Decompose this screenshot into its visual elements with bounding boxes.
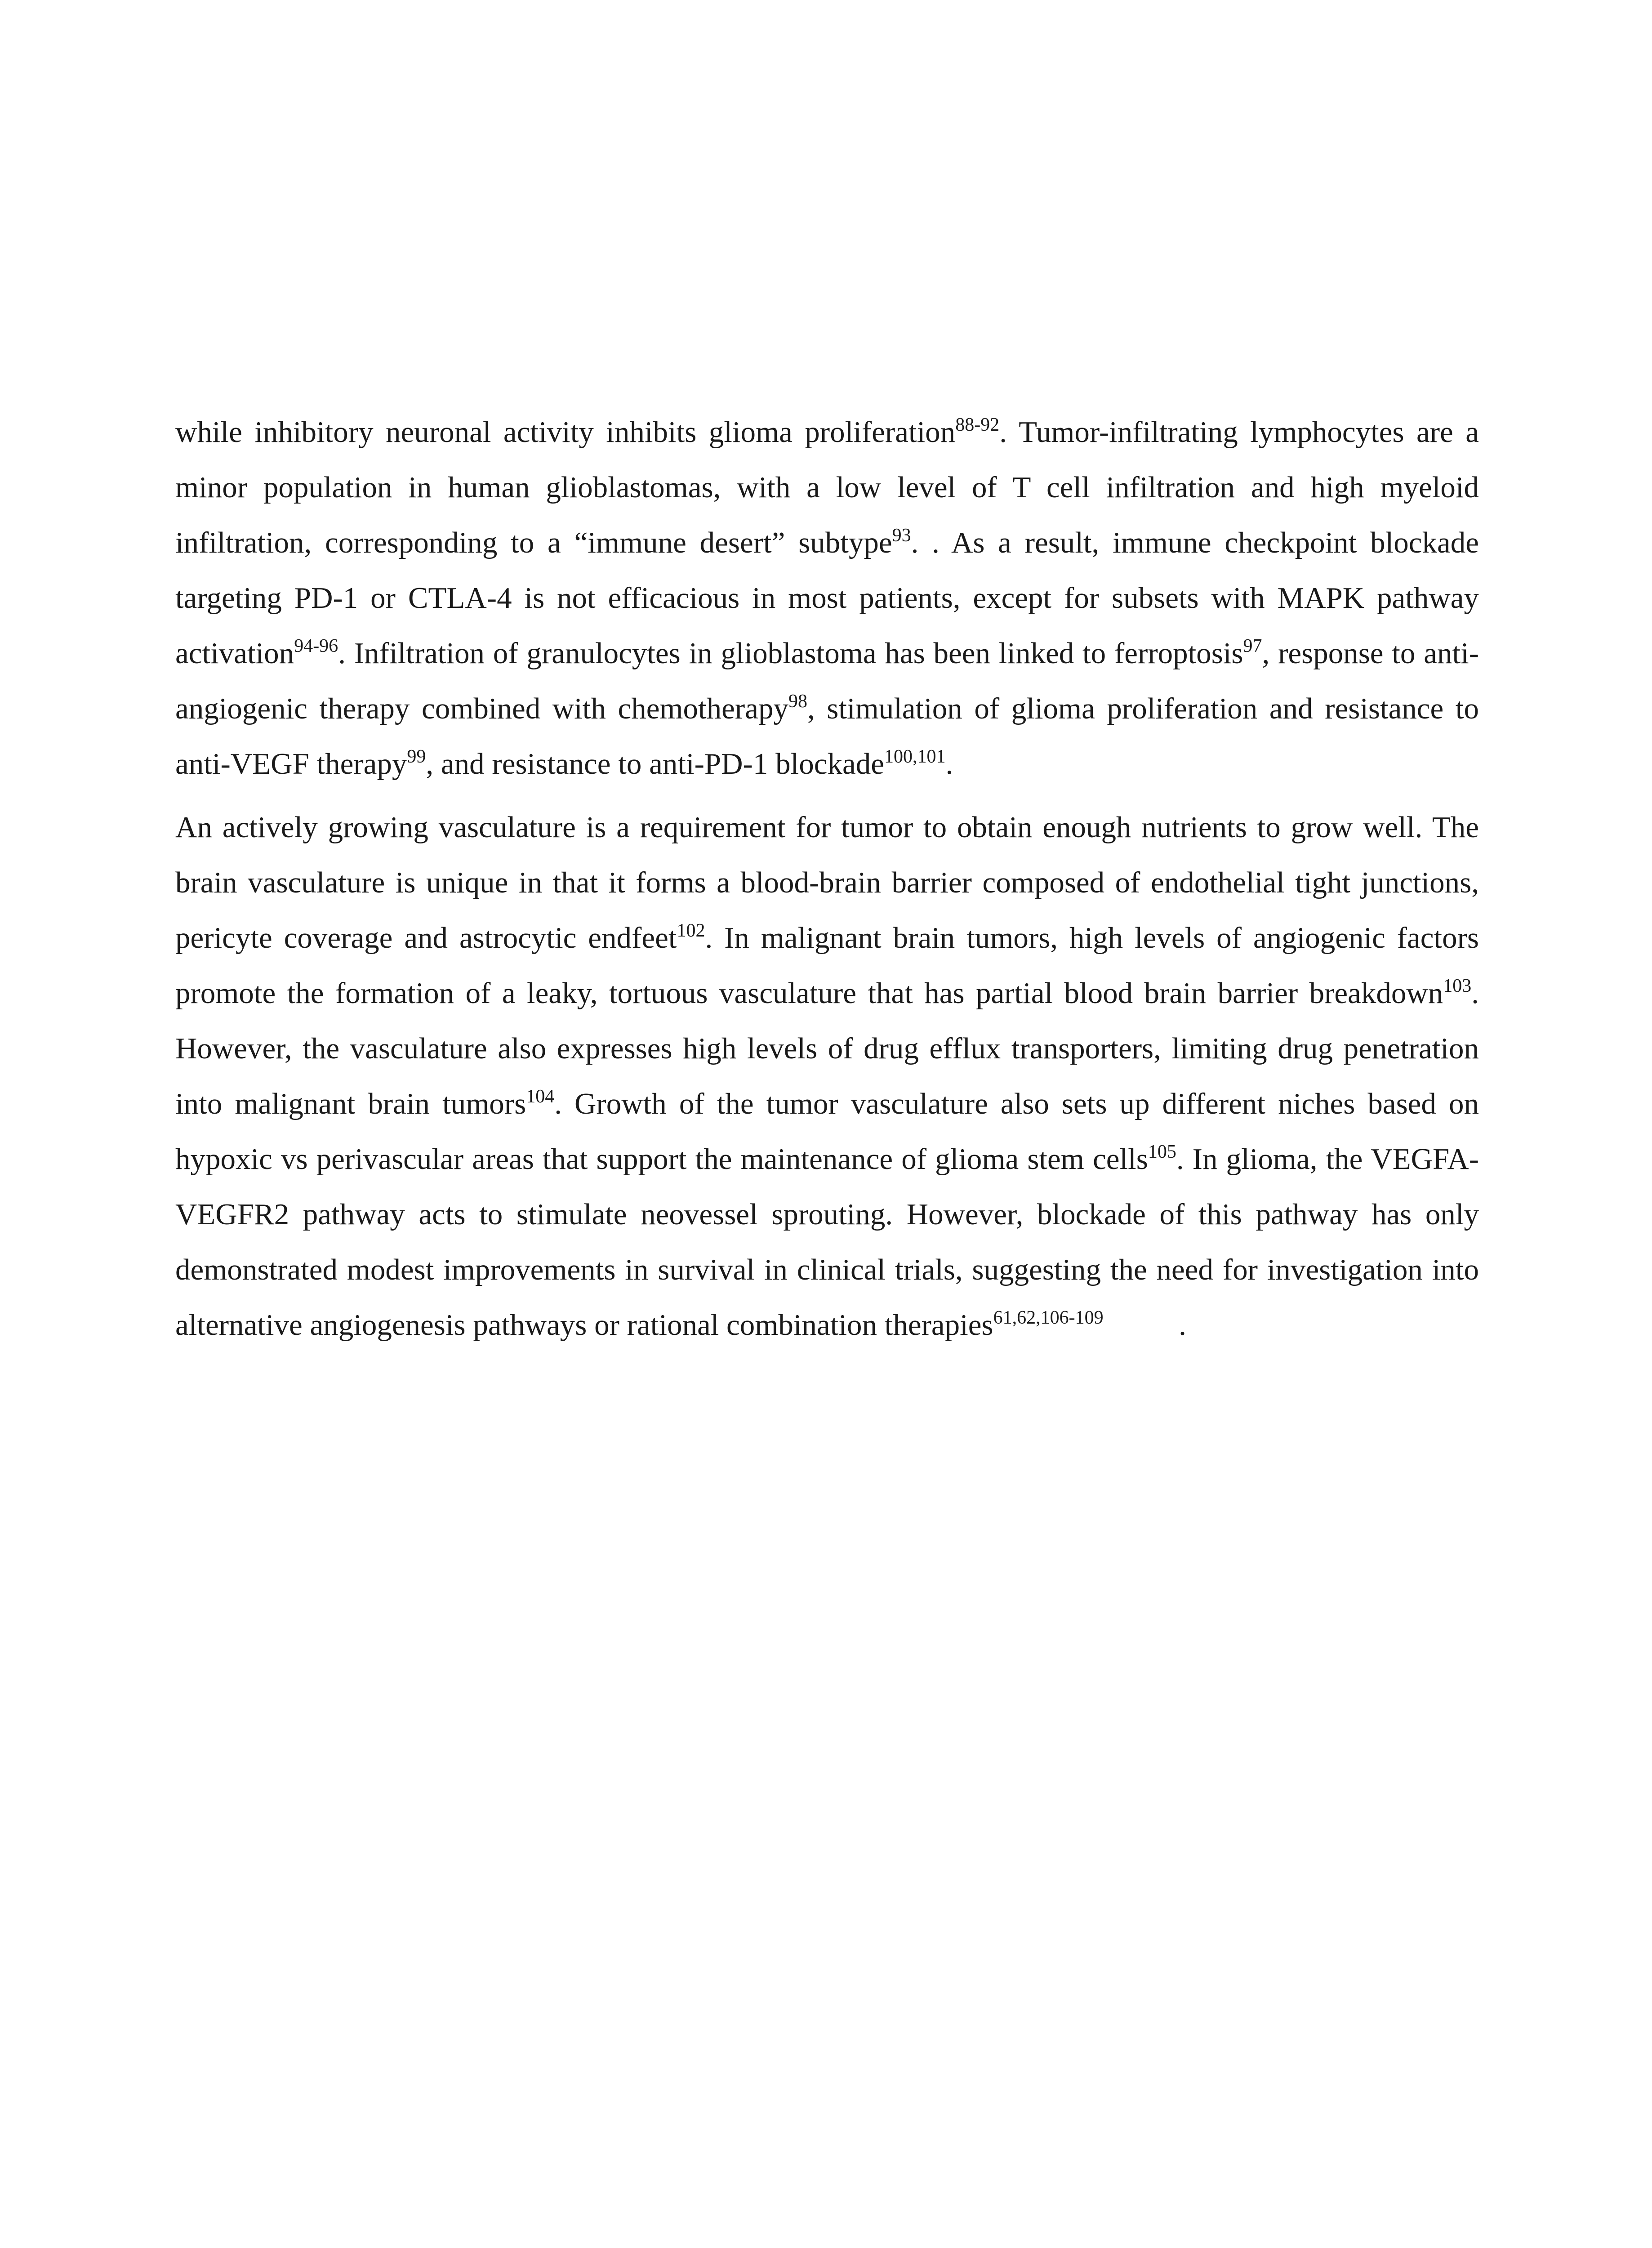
citation-superscript: 100,101 <box>884 746 946 767</box>
citation-superscript: 93 <box>892 525 911 546</box>
body-text: . <box>1103 1308 1186 1342</box>
citation-superscript: 94-96 <box>294 635 338 656</box>
page-body <box>175 405 1479 1353</box>
body-text: . Infiltration of granulocytes in glioblastoma has been linked to ferroptosis <box>338 637 1243 670</box>
body-text: . In malignant brain tumors, high levels of angiogenic factors promote the formation of a leaky, tortuous vasculature that has partial blood brain barrier breakdown <box>175 921 1479 1010</box>
body-text: . In glioma, the VEGFA-VEGFR2 pathway acts to stimulate neovessel sprouting. However, blockade of this pathway has only demonstrated modest improvements in survival in clinical trials, suggesting the need for investigation into alternative angiogenesis pathways or rational combination therapies <box>175 1142 1479 1342</box>
body-text: , and resistance to anti-PD-1 blockade <box>426 747 884 781</box>
citation-superscript: 88-92 <box>955 414 1000 435</box>
body-text: An actively growing vasculature is a requirement for tumor to obtain enough nutrients to grow well. The brain vasculature is unique in that it forms a blood-brain barrier composed of endothelial tight junctions, pericyte coverage and astrocytic endfeet <box>175 811 1479 955</box>
paragraph-vasculature <box>175 800 1479 1353</box>
citation-superscript: 102 <box>677 920 705 941</box>
citation-superscript: 99 <box>407 746 426 767</box>
citation-superscript: 103 <box>1443 975 1472 996</box>
body-text: , stimulation of glioma proliferation and resistance to anti-VEGF therapy <box>175 692 1479 781</box>
citation-superscript: 104 <box>526 1086 555 1107</box>
body-text: . . As a result, immune checkpoint blockade targeting PD-1 or CTLA-4 is not efficacious in most patients, except for subsets with MAPK pathway activation <box>175 526 1479 670</box>
body-text: . However, the vasculature also expresses high levels of drug efflux transporters, limiting drug penetration into malignant brain tumors <box>175 977 1479 1120</box>
citation-superscript: 98 <box>788 691 807 712</box>
body-text: . Growth of the tumor vasculature also sets up different niches based on hypoxic vs perivascular areas that support the maintenance of glioma stem cells <box>175 1087 1479 1176</box>
citation-superscript: 61,62,106-109 <box>993 1307 1104 1328</box>
citation-superscript: 97 <box>1243 635 1262 656</box>
body-text: . <box>945 747 953 781</box>
body-text: . Tumor-infiltrating lymphocytes are a minor population in human glioblastomas, with a low level of T cell infiltration and high myeloid infiltration, corresponding to a “immune desert” subtype <box>175 415 1479 559</box>
paragraph-immune-infiltration <box>175 405 1479 792</box>
citation-superscript: 105 <box>1148 1141 1176 1162</box>
body-text: while inhibitory neuronal activity inhibits glioma proliferation <box>175 415 956 449</box>
body-text: , response to anti-angiogenic therapy combined with chemotherapy <box>175 637 1479 725</box>
